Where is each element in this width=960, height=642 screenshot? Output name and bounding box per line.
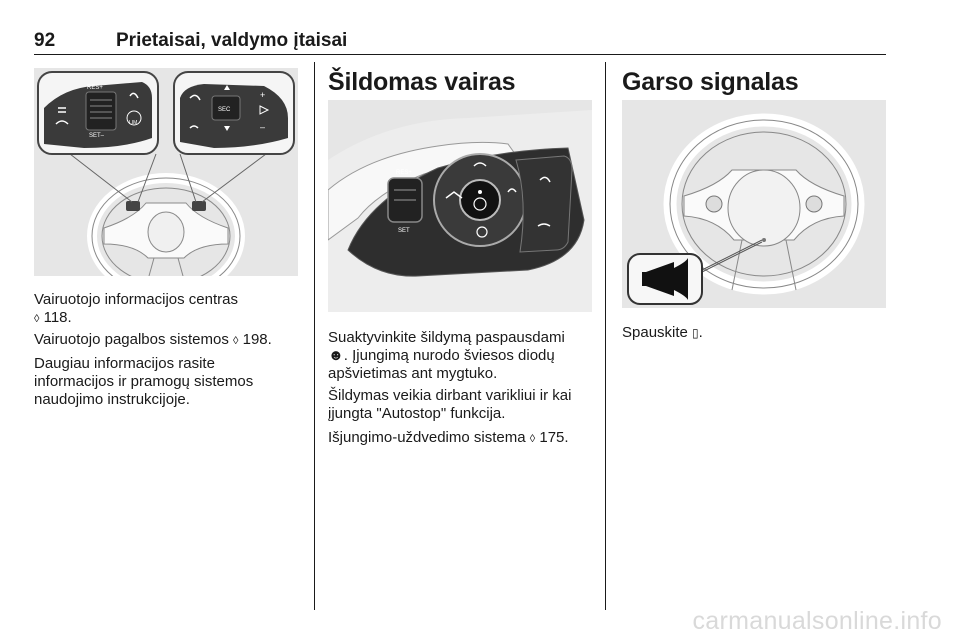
column-divider-right [605,62,606,610]
left-wheel-cluster [126,201,140,211]
reference-arrow-icon: ◊ [233,335,239,347]
heated-wheel-button-figure [328,100,592,312]
col1-para-info-center: Vairuotojo informacijos centras ◊ 118. [34,291,238,326]
page-number: 92 [34,30,56,51]
set-label: SET [398,228,410,234]
right-control-callout [174,72,294,154]
res-plus-label: RES+ [87,85,103,91]
svg-text:+: + [260,90,266,100]
page-header [34,26,886,55]
page-reference[interactable]: 118. [43,309,72,326]
steering-wheel-controls-figure [34,68,298,276]
section-title-horn: Garso signalas [622,68,799,96]
reference-arrow-icon: ◊ [34,313,40,325]
right-buttons [516,156,572,252]
horn-callout [628,254,702,304]
col2-para-operation: Šildymas veikia dirbant varikliui ir kai įjungta "Autostop" funkcija. [328,387,572,422]
col2-para-activate: Suaktyvinkite šildymą paspausdami ☻. Įjungimą nurodo šviesos diodų apšvietimas ant mygtuko. [328,329,565,382]
col2-para-stop-start: Išjungimo-uždvedimo sistema ◊ 175. [328,429,569,446]
col1-para-more-info: Daugiau informacijos rasite informacijos ir pramogų sistemos naudojimo instrukcijoje. [34,355,254,408]
left-control-callout [38,72,158,154]
reference-arrow-icon: ◊ [529,433,536,445]
horn-symbol-icon: ▯ [692,326,699,340]
chapter-title: Prietaisai, valdymo įtaisai [116,30,348,51]
page-reference[interactable]: 175. [539,429,569,446]
column-divider-left [314,62,315,610]
col1-para-assist: Vairuotojo pagalbos sistemos ◊ 198. [34,331,272,348]
page-reference[interactable]: 198. [242,331,272,348]
svg-text:–: – [260,122,266,132]
heated-wheel-button [460,180,500,220]
horn-figure [622,100,886,308]
watermark: carmanualsonline.info [692,607,942,635]
horn-pad [728,170,800,246]
set-minus-label: SET– [89,133,105,139]
right-wheel-cluster [192,201,206,211]
sec-label: SEC [218,107,231,113]
res-plus-label: RES+ [396,170,412,176]
col3-para-horn: Spauskite ▯. [622,324,703,341]
section-title-heated-wheel: Šildomas vairas [328,68,516,96]
lim-label: LIM [129,120,138,126]
